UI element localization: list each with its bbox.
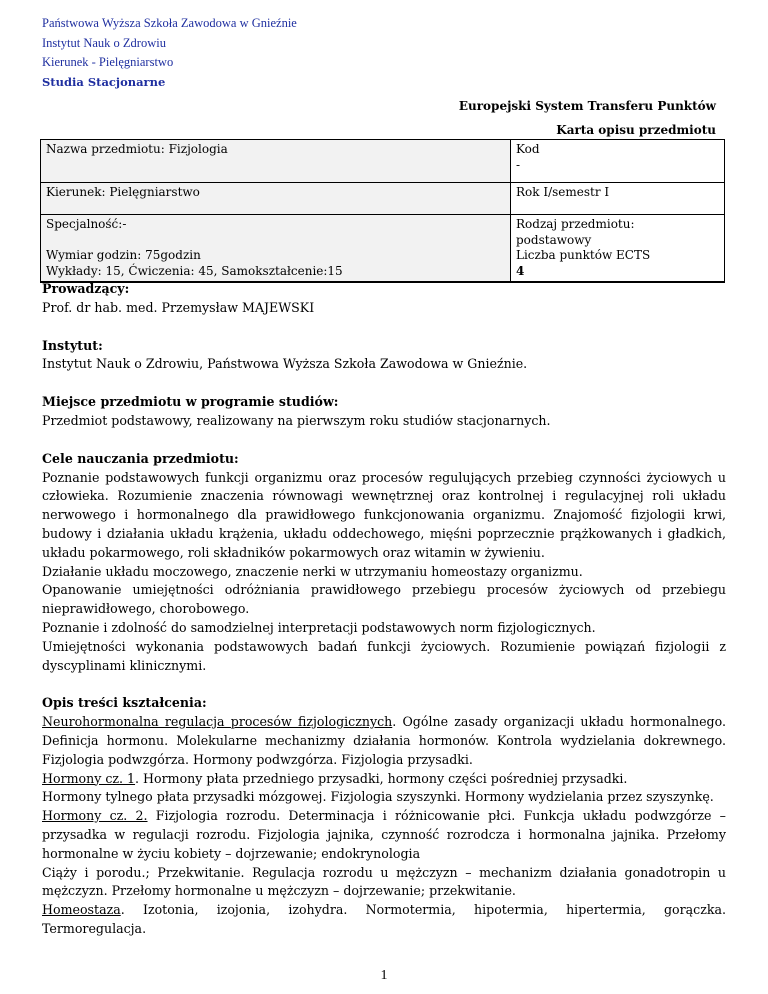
lecturer-heading: Prowadzący: (42, 281, 130, 296)
content-paragraph-5: Ciąży i porodu.; Przekwitanie. Regulacja rozrodu u mężczyzn – mechanizm działania gonadotropin u mężczyzn. Przełomy hormonalne u mężczyzn – dojrzewanie; przekwitanie. (42, 864, 726, 899)
placement-heading: Miejsce przedmiotu w programie studiów: (42, 394, 339, 410)
section-placement (42, 393, 726, 431)
section-content (42, 694, 726, 938)
ects-value: 4 (516, 263, 525, 278)
objectives-heading: Cele nauczania przedmiotu: (42, 450, 239, 466)
field-cell (41, 183, 511, 215)
course-type: Rodzaj przedmiotu: podstawowy (516, 217, 635, 247)
topic-neurohormonal: Neurohormonalna regulacja procesów fizjologicznych (42, 714, 393, 730)
header-university: Państwowa Wyższa Szkoła Zawodowa w Gnieźnie (42, 16, 297, 30)
card-title: Karta opisu przedmiotu (556, 123, 716, 137)
objectives-paragraph-5: Umiejętności wykonania podstawowych badań funkcji życiowych. Rozumienie powiązań fizjologii z dyscyplinami klinicznymi. (42, 638, 726, 673)
section-objectives (42, 450, 726, 676)
code-cell (511, 140, 725, 183)
content-paragraph-4-text: Fizjologia rozrodu. Determinacja i różnicowanie płci. Funkcja układu podwzgórze – przysadka w regulacji rozrodu. Fizjologia jajnika, czynność rozrodcza i hormonalna jajnika. Przełomy hormonalne w życiu kobiety – dojrzewanie; endokrynologia (42, 808, 726, 861)
document-body (42, 280, 726, 958)
code-value: - (516, 157, 521, 172)
institute-text: Instytut Nauk o Zdrowiu, Państwowa Wyższa Szkoła Zawodowa w Gnieźnie. (42, 356, 528, 372)
content-heading: Opis treści kształcenia: (42, 695, 207, 711)
content-paragraph-6-text: . Izotonia, izojonia, izohydra. Normotermia, hipotermia, hipertermia, gorączka. Termoregulacja. (42, 902, 726, 936)
objectives-paragraph-4: Poznanie i zdolność do samodzielnej interpretacji podstawowych norm fizjologicznych. (42, 619, 596, 635)
year-semester: Rok I/semestr I (516, 185, 610, 199)
page-number: 1 (380, 968, 388, 983)
year-cell (511, 183, 725, 215)
content-paragraph-6 (42, 901, 726, 939)
hours-breakdown: Wykłady: 15, Ćwiczenia: 45, Samokształcenie:15 (46, 263, 343, 278)
specialty-hours-cell (41, 215, 511, 283)
ects-title: Europejski System Transferu Punktów (458, 99, 716, 113)
header-study-mode: Studia Stacjonarne (42, 74, 166, 89)
code-label: Kod (516, 142, 540, 156)
section-lecturer (42, 280, 726, 318)
course-name-cell (41, 140, 511, 183)
content-paragraph-4 (42, 807, 726, 863)
section-institute (42, 337, 726, 375)
header-field: Kierunek - Pielęgniarstwo (42, 55, 174, 69)
header-institute: Instytut Nauk o Zdrowiu (42, 35, 166, 50)
content-paragraph-2 (42, 770, 726, 789)
field-of-study: Kierunek: Pielęgniarstwo (46, 185, 200, 199)
objectives-paragraph-2: Działanie układu moczowego, znaczenie nerki w utrzymaniu homeostazy organizmu. (42, 563, 583, 579)
topic-hormones-1: Hormony cz. 1 (42, 770, 136, 786)
specialty: Specjalność:- (46, 217, 127, 231)
hours-total: Wymiar godzin: 75godzin (46, 248, 201, 262)
lecturer-name: Prof. dr hab. med. Przemysław MAJEWSKI (42, 299, 315, 315)
institute-heading: Instytut: (42, 337, 103, 353)
objectives-paragraph-3: Opanowanie umiejętności odróżniania prawidłowego przebiegu procesów życiowych od przebiegu nieprawidłowego, chorobowego. (42, 582, 726, 617)
content-paragraph-1-text: . Ogólne zasady organizacji układu hormonalnego. Definicja hormonu. Molekularne mechanizmy działania hormonów. Kontrola wydzielania dokrewnego. Fizjologia podwzgórza. Hormony podwzgórza. Fizjologia przysadki. (42, 714, 726, 767)
institution-header (42, 14, 297, 92)
course-info-table (40, 139, 725, 283)
topic-hormones-2: Hormony cz. 2. (42, 808, 148, 824)
objectives-paragraph-1: Poznanie podstawowych funkcji organizmu oraz procesów regulujących przebieg czynności życiowych u człowieka. Rozumienie znaczenia równowagi wewnętrznej oraz kontrolnej i regulacyjnej roli układu nerwowego i hormonalnego dla prawidłowego funkcjonowania organizmu. Znajomość fizjologii krwi, budowy i działania układu krążenia, układu oddechowego, mięśni poprzecznie prążkowanych i gładkich, układu pokarmowego, roli składników pokarmowych oraz witamin w żywieniu. (42, 469, 726, 560)
content-paragraph-1 (42, 713, 726, 769)
content-paragraph-3: Hormony tylnego płata przysadki mózgowej. Fizjologia szyszynki. Hormony wydzielania przez szyszynkę. (42, 789, 714, 805)
document-titles (459, 94, 716, 142)
placement-text: Przedmiot podstawowy, realizowany na pierwszym roku studiów stacjonarnych. (42, 412, 551, 428)
topic-homeostasis: Homeostaza (42, 902, 121, 918)
type-ects-cell (511, 215, 725, 283)
ects-label: Liczba punktów ECTS (516, 248, 651, 262)
content-paragraph-2-text: . Hormony płata przedniego przysadki, hormony części pośredniej przysadki. (135, 770, 628, 786)
course-name: Nazwa przedmiotu: Fizjologia (46, 142, 228, 156)
